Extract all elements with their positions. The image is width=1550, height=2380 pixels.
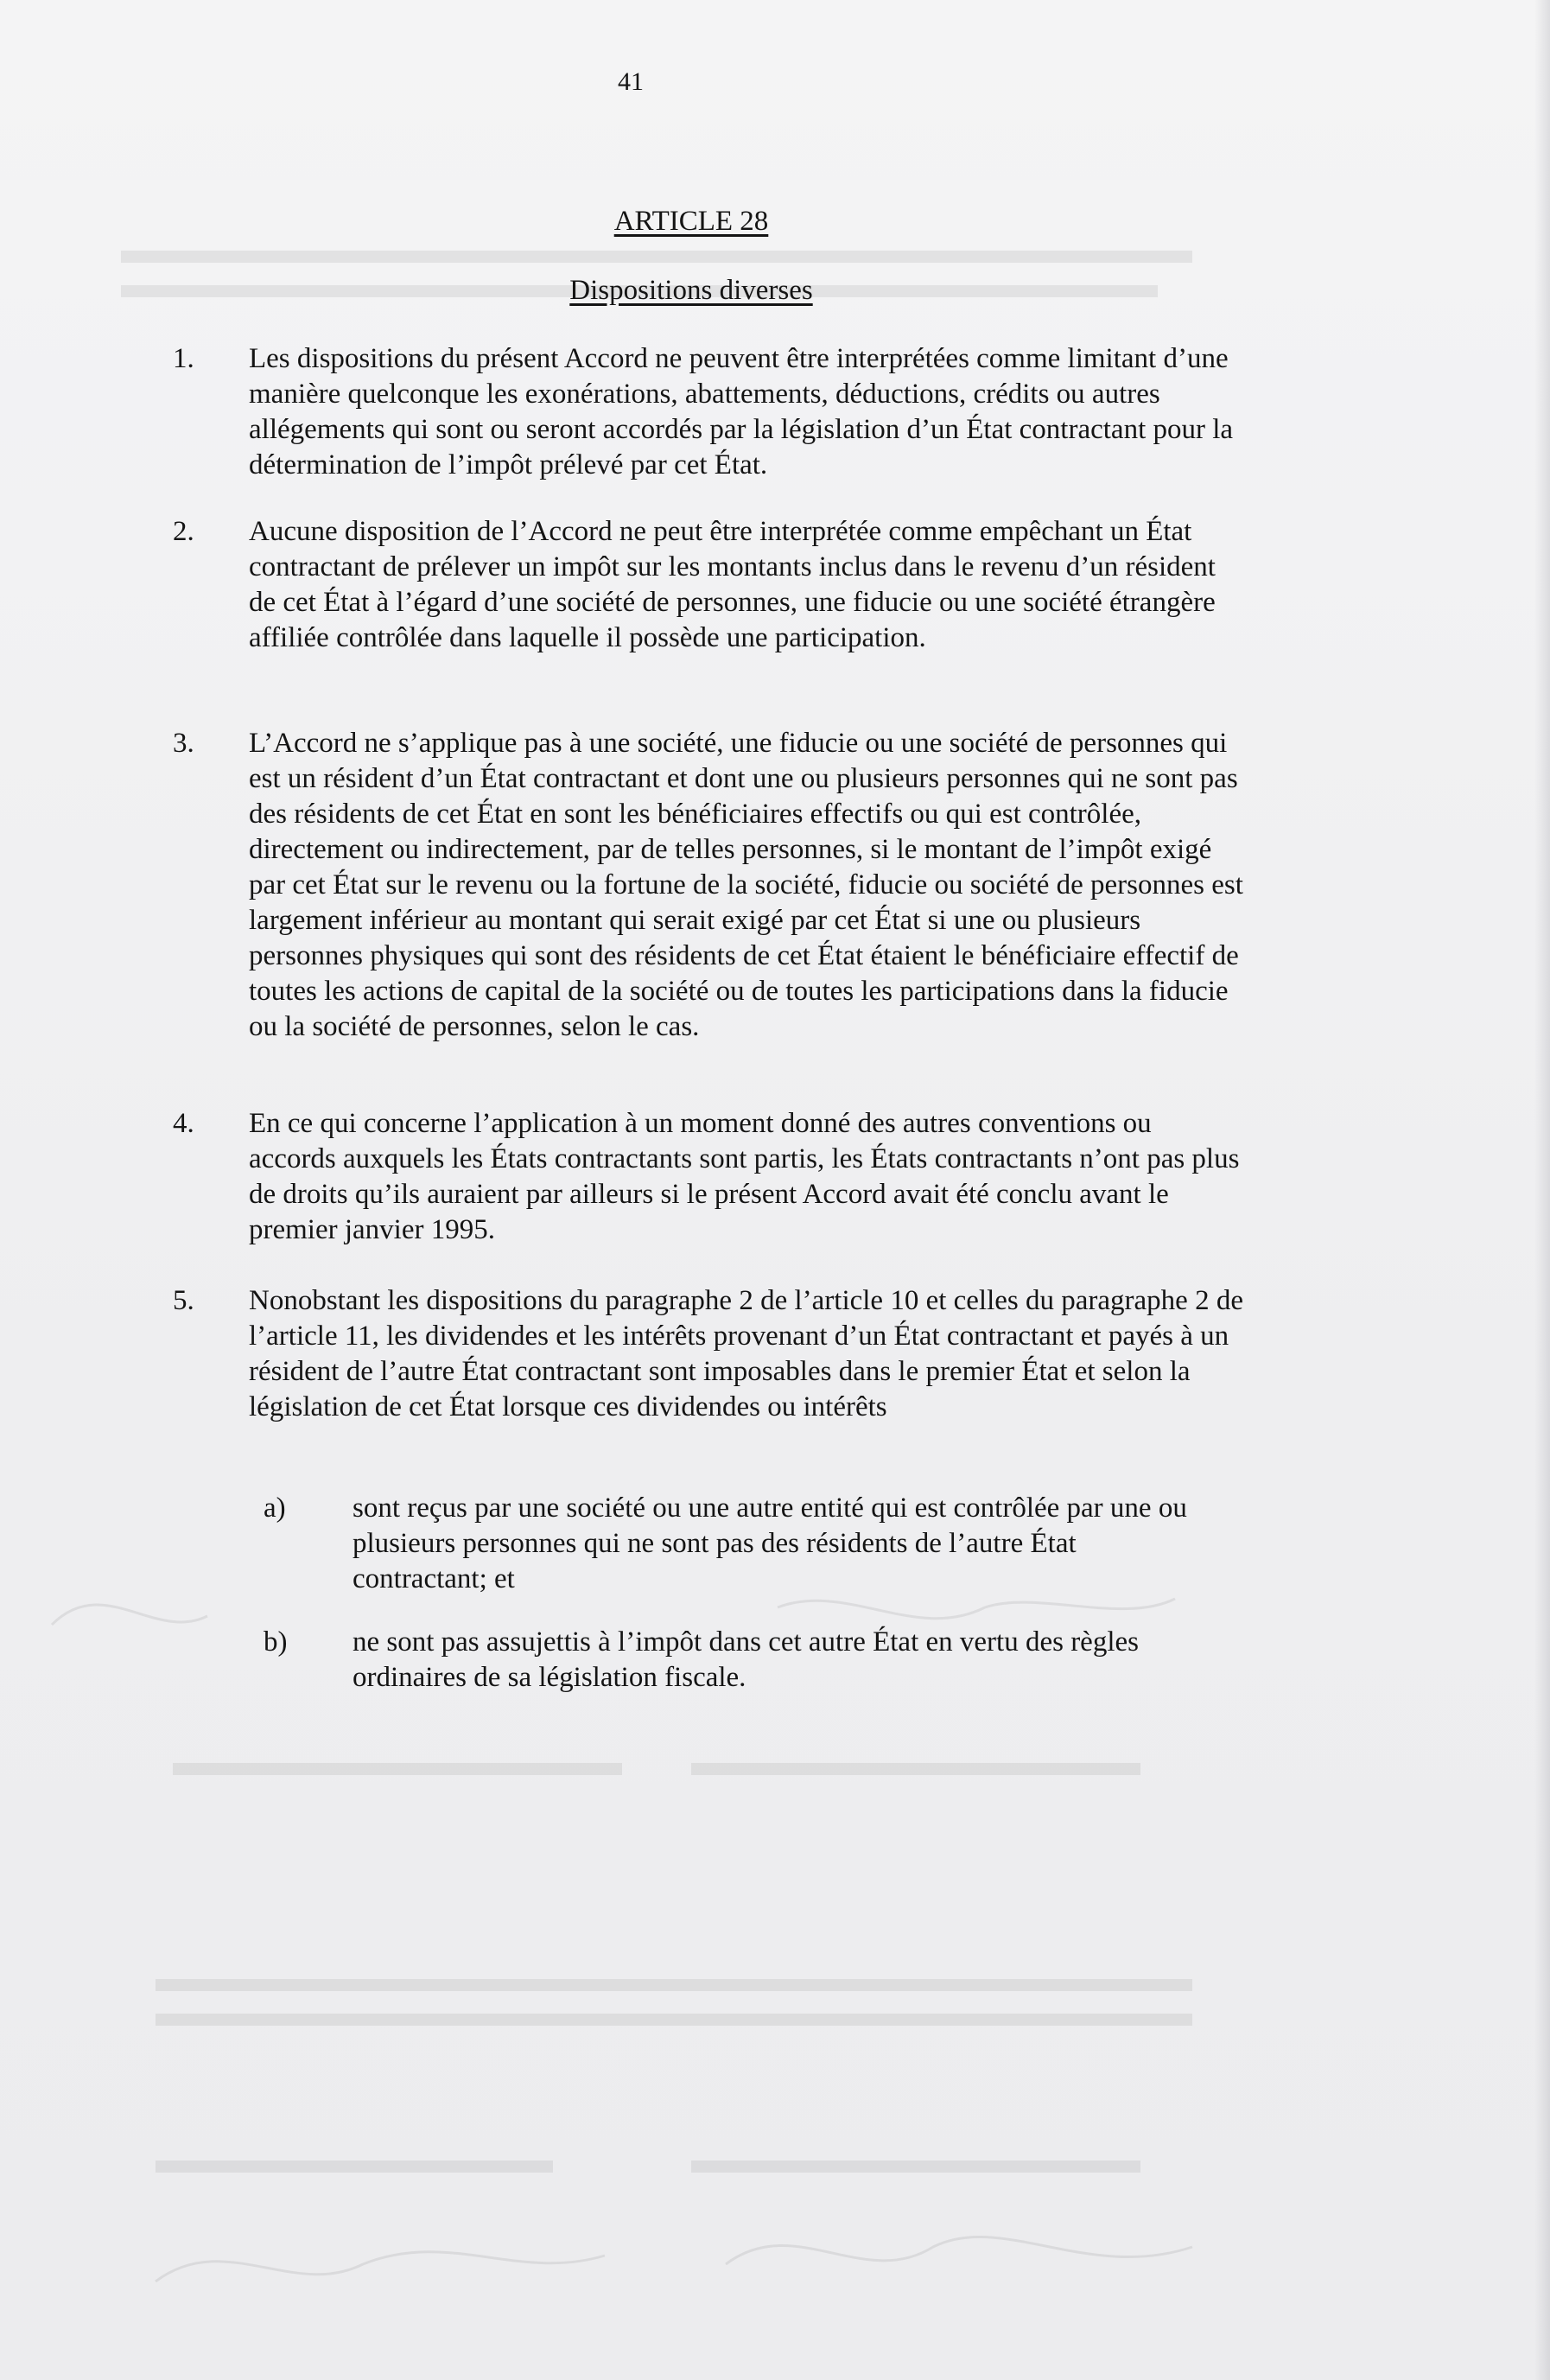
page-edge-shadow <box>1534 0 1550 2380</box>
paragraph-2 <box>173 514 1244 656</box>
paragraph-5 <box>173 1283 1244 1425</box>
paragraph-text: L’Accord ne s’applique pas à une société, une fiducie ou une société de personnes qui est un résident d’un État contractant et dont une ou plusieurs personnes qui ne sont pas des résidents de cet État en sont les bénéficiaires effectifs ou qui est contrôlée, directement ou indirectement, par de telles personnes, si le montant de l’impôt exigé par cet État sur le revenu ou la fortune de la société, fiducie ou société de personnes est largement inférieur au montant qui serait exigé par cet État si une ou plusieurs personnes physiques qui sont des résidents de cet État étaient le bénéficiaire effectif de toutes les actions de capital de la société ou de toutes les participations dans la fiducie ou la société de personnes, selon le cas. <box>249 728 1243 1042</box>
ghost-signature-mark <box>778 1599 1175 1619</box>
subparagraph-text: ne sont pas assujettis à l’impôt dans cet autre État en vertu des règles ordinaires de sa législation fiscale. <box>353 1626 1139 1693</box>
page-number: 41 <box>618 67 644 96</box>
ghost-text-line <box>691 2160 1140 2173</box>
ghost-text-line <box>156 2160 553 2173</box>
paragraph-number: 1. <box>173 343 194 374</box>
paragraph-1 <box>173 341 1244 483</box>
paragraph-number: 2. <box>173 516 194 547</box>
paragraph-number: 4. <box>173 1108 194 1139</box>
subparagraph-letter: a) <box>264 1492 286 1524</box>
ghost-text-line <box>156 2014 1192 2026</box>
paragraph-number: 3. <box>173 728 194 759</box>
subparagraph-letter: b) <box>264 1626 288 1658</box>
ghost-signature-mark <box>726 2237 1192 2264</box>
ghost-signature-mark <box>156 2252 605 2281</box>
section-heading: Dispositions diverses <box>569 275 813 306</box>
ghost-text-line <box>691 1763 1140 1775</box>
subparagraph-a <box>264 1491 1214 1597</box>
subparagraph-text: sont reçus par une société ou une autre entité qui est contrôlée par une ou plusieurs personnes qui ne sont pas des résidents de l’autre État contractant; et <box>353 1492 1187 1594</box>
paragraph-text: Les dispositions du présent Accord ne peuvent être interprétées comme limitant d’une manière quelconque les exonérations, abattements, déductions, crédits ou autres allégements qui sont ou seront accordés par la législation d’un État contractant pour la détermination de l’impôt prélevé par cet État. <box>249 343 1234 480</box>
ghost-signature-mark <box>52 1605 207 1625</box>
paragraph-4 <box>173 1106 1244 1248</box>
ghost-text-line <box>121 251 1192 263</box>
paragraph-3 <box>173 726 1244 1045</box>
paragraph-number: 5. <box>173 1285 194 1316</box>
ghost-text-line <box>173 1763 622 1775</box>
paragraph-text: En ce qui concerne l’application à un moment donné des autres conventions ou accords auxquels les États contractants sont partis, les États contractants n’ont pas plus de droits qu’ils auraient par ailleurs si le présent Accord avait été conclu avant le premier janvier 1995. <box>249 1108 1240 1245</box>
article-title: ARTICLE 28 <box>613 206 769 237</box>
subparagraph-b <box>264 1625 1214 1696</box>
paragraph-text: Aucune disposition de l’Accord ne peut être interprétée comme empêchant un État contractant de prélever un impôt sur les montants inclus dans le revenu d’un résident de cet État à l’égard d’une société de personnes, une fiducie ou une société étrangère affiliée contrôlée dans laquelle il possède une participation. <box>249 516 1216 653</box>
ghost-text-line <box>156 1979 1192 1991</box>
paragraph-text: Nonobstant les dispositions du paragraphe 2 de l’article 10 et celles du paragraphe 2 de l’article 11, les dividendes et les intérêts provenant d’un État contractant et payés à un résident de l’autre État contractant sont imposables dans le premier État et selon la législation de cet État lorsque ces dividendes ou intérêts <box>249 1285 1243 1422</box>
